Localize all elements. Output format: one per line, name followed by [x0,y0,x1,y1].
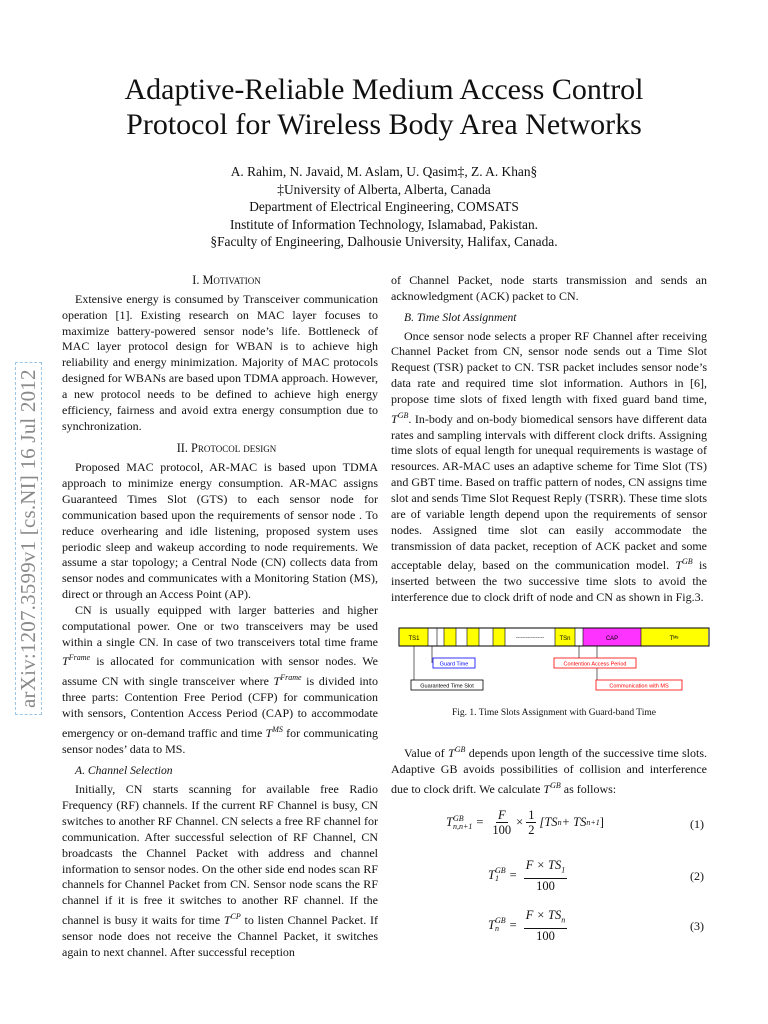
label-tms: Tᴹˢ [669,636,679,642]
symbol-sup: GB [682,557,693,567]
equation-3: T GB n = $\frac{F \times TS_n}{100}$ [488,908,566,943]
timeslot-paragraph [391,329,707,606]
symbol-sup: Frame [68,653,91,663]
equation-3-number: (3) [690,919,704,933]
protocol-text: CN is usually equipped with larger batteries and higher computational power. One or two transceivers may be used within a single CN. In case of two transceivers total time frame [62,602,378,649]
symbol-t: T [448,746,455,760]
gb-text: Value of [404,746,448,760]
eq2-num-sub: 1 [561,865,566,875]
eq1-times: × [516,815,524,829]
protocol-text: for communicating sensor nodes’ data to MS. [62,725,378,756]
gb-text: as follows: [560,781,617,796]
eq2-den: 100 [536,878,555,893]
symbol-sup: GB [397,410,409,420]
eq1-sub-n1: n+1 [586,818,600,827]
symbol-t: T [273,674,281,689]
timeslot-text: . In-body and on-body biomedical sensors have different data rates and sampling intervals with different clock drifts. Assigning time slots of equal length for unequal requirements is wastage of resources. AR-MAC uses an adaptive scheme for Time Slot (TS) and GBT time. Based on traffic pattern of nodes, CN assigns time slot and sends Time Slot Request Reply (TSRR). These time slots are of variable length depend upon the requirements of sensor nodes. Assigned time slot can easily accommodate the transmission of data packet, reception of ACK packet and some acceptable delay, based on the communication model. [391,411,707,573]
title-line-1: Adaptive-Reliable Medium Access Control [124,73,644,106]
label-comm-ms: Communication with MS [609,683,669,690]
affiliation-4: §Faculty of Engineering, Dalhousie University, Halifax, Canada. [210,234,558,250]
slot-yellow-2 [444,629,456,646]
symbol-sup: GB [550,780,561,790]
gb-paragraph [391,742,707,798]
eq1-num: F [497,808,506,822]
symbol-sup: GB [454,745,466,754]
eq1-close: ] [599,815,604,829]
eq2-sub: 1 [494,874,499,884]
author-block [0,163,768,251]
eq3-num: F × TS [525,908,562,922]
protocol-text: is allocated for communication with sensor nodes. We assume CN with single transceiver where [62,654,378,689]
eq1-den: 100 [492,823,512,837]
section-heading-protocol: II. Protocol design [176,441,277,456]
symbol-sup: CP [230,912,241,922]
channel-text: Initially, CN starts scanning for available free Radio Frequency (RF) channels. If the current RF Channel is busy, CN switches to another RF Channel. CN selects a free RF channel for communication. After successful selection of RF Channel, CN broadcasts the Channel Packet with address and channel information to sensor nodes. On the other side end nodes scan RF channels for Channel Packet from CN. Sensor node scans the RF channel if it is free it switches to another RF channel. If the channel is busy it waits for time [62,782,378,928]
label-ts1: TS1 [408,636,420,642]
paper-title [0,72,768,142]
channel-text: to listen Channel Packet. If sensor node does not receive the Channel Packet, it switches again to next channel. After successful reception [62,913,378,959]
eq1-sup: GB [452,813,464,823]
figure-caption: Fig. 1. Time Slots Assignment with Guard-band Time [451,708,657,718]
eq2-lhs: T [488,867,495,882]
eq1-sub: n,n+1 [452,821,473,831]
eq2-num: F × TS [525,858,562,872]
eq1-half-num: 1 [528,808,535,822]
eq1-half-den: 2 [528,823,535,837]
subsection-heading-channel: A. Channel Selection [75,764,173,778]
label-dashes: ----------------- [515,635,545,641]
right-column [391,273,707,606]
protocol-paragraph-2 [62,603,378,758]
protocol-text: is divided into three parts: Contention Free Period (CFP) for communication with sensors, Contention Access Period (CAP) to accommodate emergency or on-demand traffic and time [62,674,378,740]
affiliation-1: ‡University of Alberta, Alberta, Canada [277,181,491,197]
equation-1: T GB n,n+1 = $\frac{F}{100}$ × $\frac{1}{2}$ [TS n + TS n+1 ] [446,808,604,837]
timeslot-text: Once sensor node selects a proper RF Channel after receiving Channel Packet from CN, sensor node sends out a Time Slot Request (TSR) packet to CN. TSR packet includes sensor node’s data rate and required time slot information. Authors in [6], propose time slots of fixed length with fixed guard band time, [391,328,707,406]
label-tsn: TSn [559,636,571,642]
symbol-t: T [265,725,273,740]
protocol-paragraph-1: Proposed MAC protocol, AR-MAC is based upon TDMA approach to minimize energy consumption. AR-MAC assigns Guaranteed Times Slot (GTS) to each sensor node for communication based upon the requirements of sensor node . To reduce overhearing and idle listening, proposed system uses periodic sleep and wakeup according to node requirements. We assume a star topology; a Central Node (CN) collects data from sensor nodes and communicates with a Monitoring Station (MS), direct or through an Access Point (AP). [62,460,378,602]
eq3-den: 100 [536,928,555,943]
label-guard-time: Guard Time [439,661,469,668]
section-heading-motivation: I. Motivation [192,273,261,287]
eq1-sub-n: n [557,818,562,827]
symbol-sup: MS [272,724,283,734]
label-cap: CAP [605,636,619,642]
symbol-sup: Frame [280,673,302,683]
motivation-paragraph: Extensive energy is consumed by Transceiver communication operation [1]. Existing research on MAC layer focuses to maximize battery-powered sensor node’s life. Bottleneck of MAC layer protocol design for WBAN is to achieve high reliability and energy minimization. Majority of MAC protocols designed for WBANs are based upon TDMA approach. However, a new protocol needs to be defined to achieve high energy efficiency, fairness and avoid extra energy consumption due to synchronization. [62,291,378,433]
time-slot-figure [397,625,711,695]
equation-2-number: (2) [690,869,704,883]
symbol-t: T [543,781,551,796]
eq2-sup: GB [494,866,506,876]
channel-continued: of Channel Packet, node starts transmission and sends an acknowledgment (ACK) packet to CN. [391,273,707,303]
symbol-t: T [223,913,231,928]
equation-2: T GB 1 = $\frac{F \times TS_1}{100}$ [488,858,566,893]
affiliation-3: Institute of Information Technology, Islamabad, Pakistan. [229,216,539,232]
symbol-t: T [62,654,69,669]
equation-1-number: (1) [690,817,704,831]
title-line-2: Protocol for Wireless Body Area Networks [126,108,642,141]
subsection-heading-timeslot: B. Time Slot Assignment [404,310,517,324]
label-gts: Guaranteed Time Slot [420,683,474,690]
gb-paragraph-block [391,742,707,798]
label-contention: Contention Access Period [563,661,627,668]
author-names: A. Rahim, N. Javaid, M. Aslam, U. Qasim‡, Z. A. Khan§ [230,164,538,179]
eq1-lhs: T [446,815,453,829]
channel-paragraph [62,782,378,960]
left-column [62,273,378,961]
eq1-bracket: [TS [539,815,558,829]
eq1-plus: + TS [561,815,587,829]
symbol-t: T [675,558,683,573]
timeslot-text: is inserted between the two successive time slots to avoid the interference due to clock drift of node and CN as shown in Fig.3. [391,558,707,605]
eq3-sup: GB [494,916,506,926]
slot-yellow-3 [467,629,479,646]
slot-yellow-4 [493,629,505,646]
gb-text: depends upon length of the successive time slots. Adaptive GB avoids possibilities of collision and interference due to clock drift. We calculate [391,746,707,796]
eq3-sub: n [494,924,499,934]
eq3-num-sub: n [561,915,566,925]
affiliation-2: Department of Electrical Engineering, COMSATS [249,199,519,215]
eq3-lhs: T [488,917,495,932]
arxiv-stamp[interactable]: arXiv:1207.3599v1 [cs.NI] 16 Jul 2012 [15,362,42,715]
symbol-t: T [391,411,398,426]
